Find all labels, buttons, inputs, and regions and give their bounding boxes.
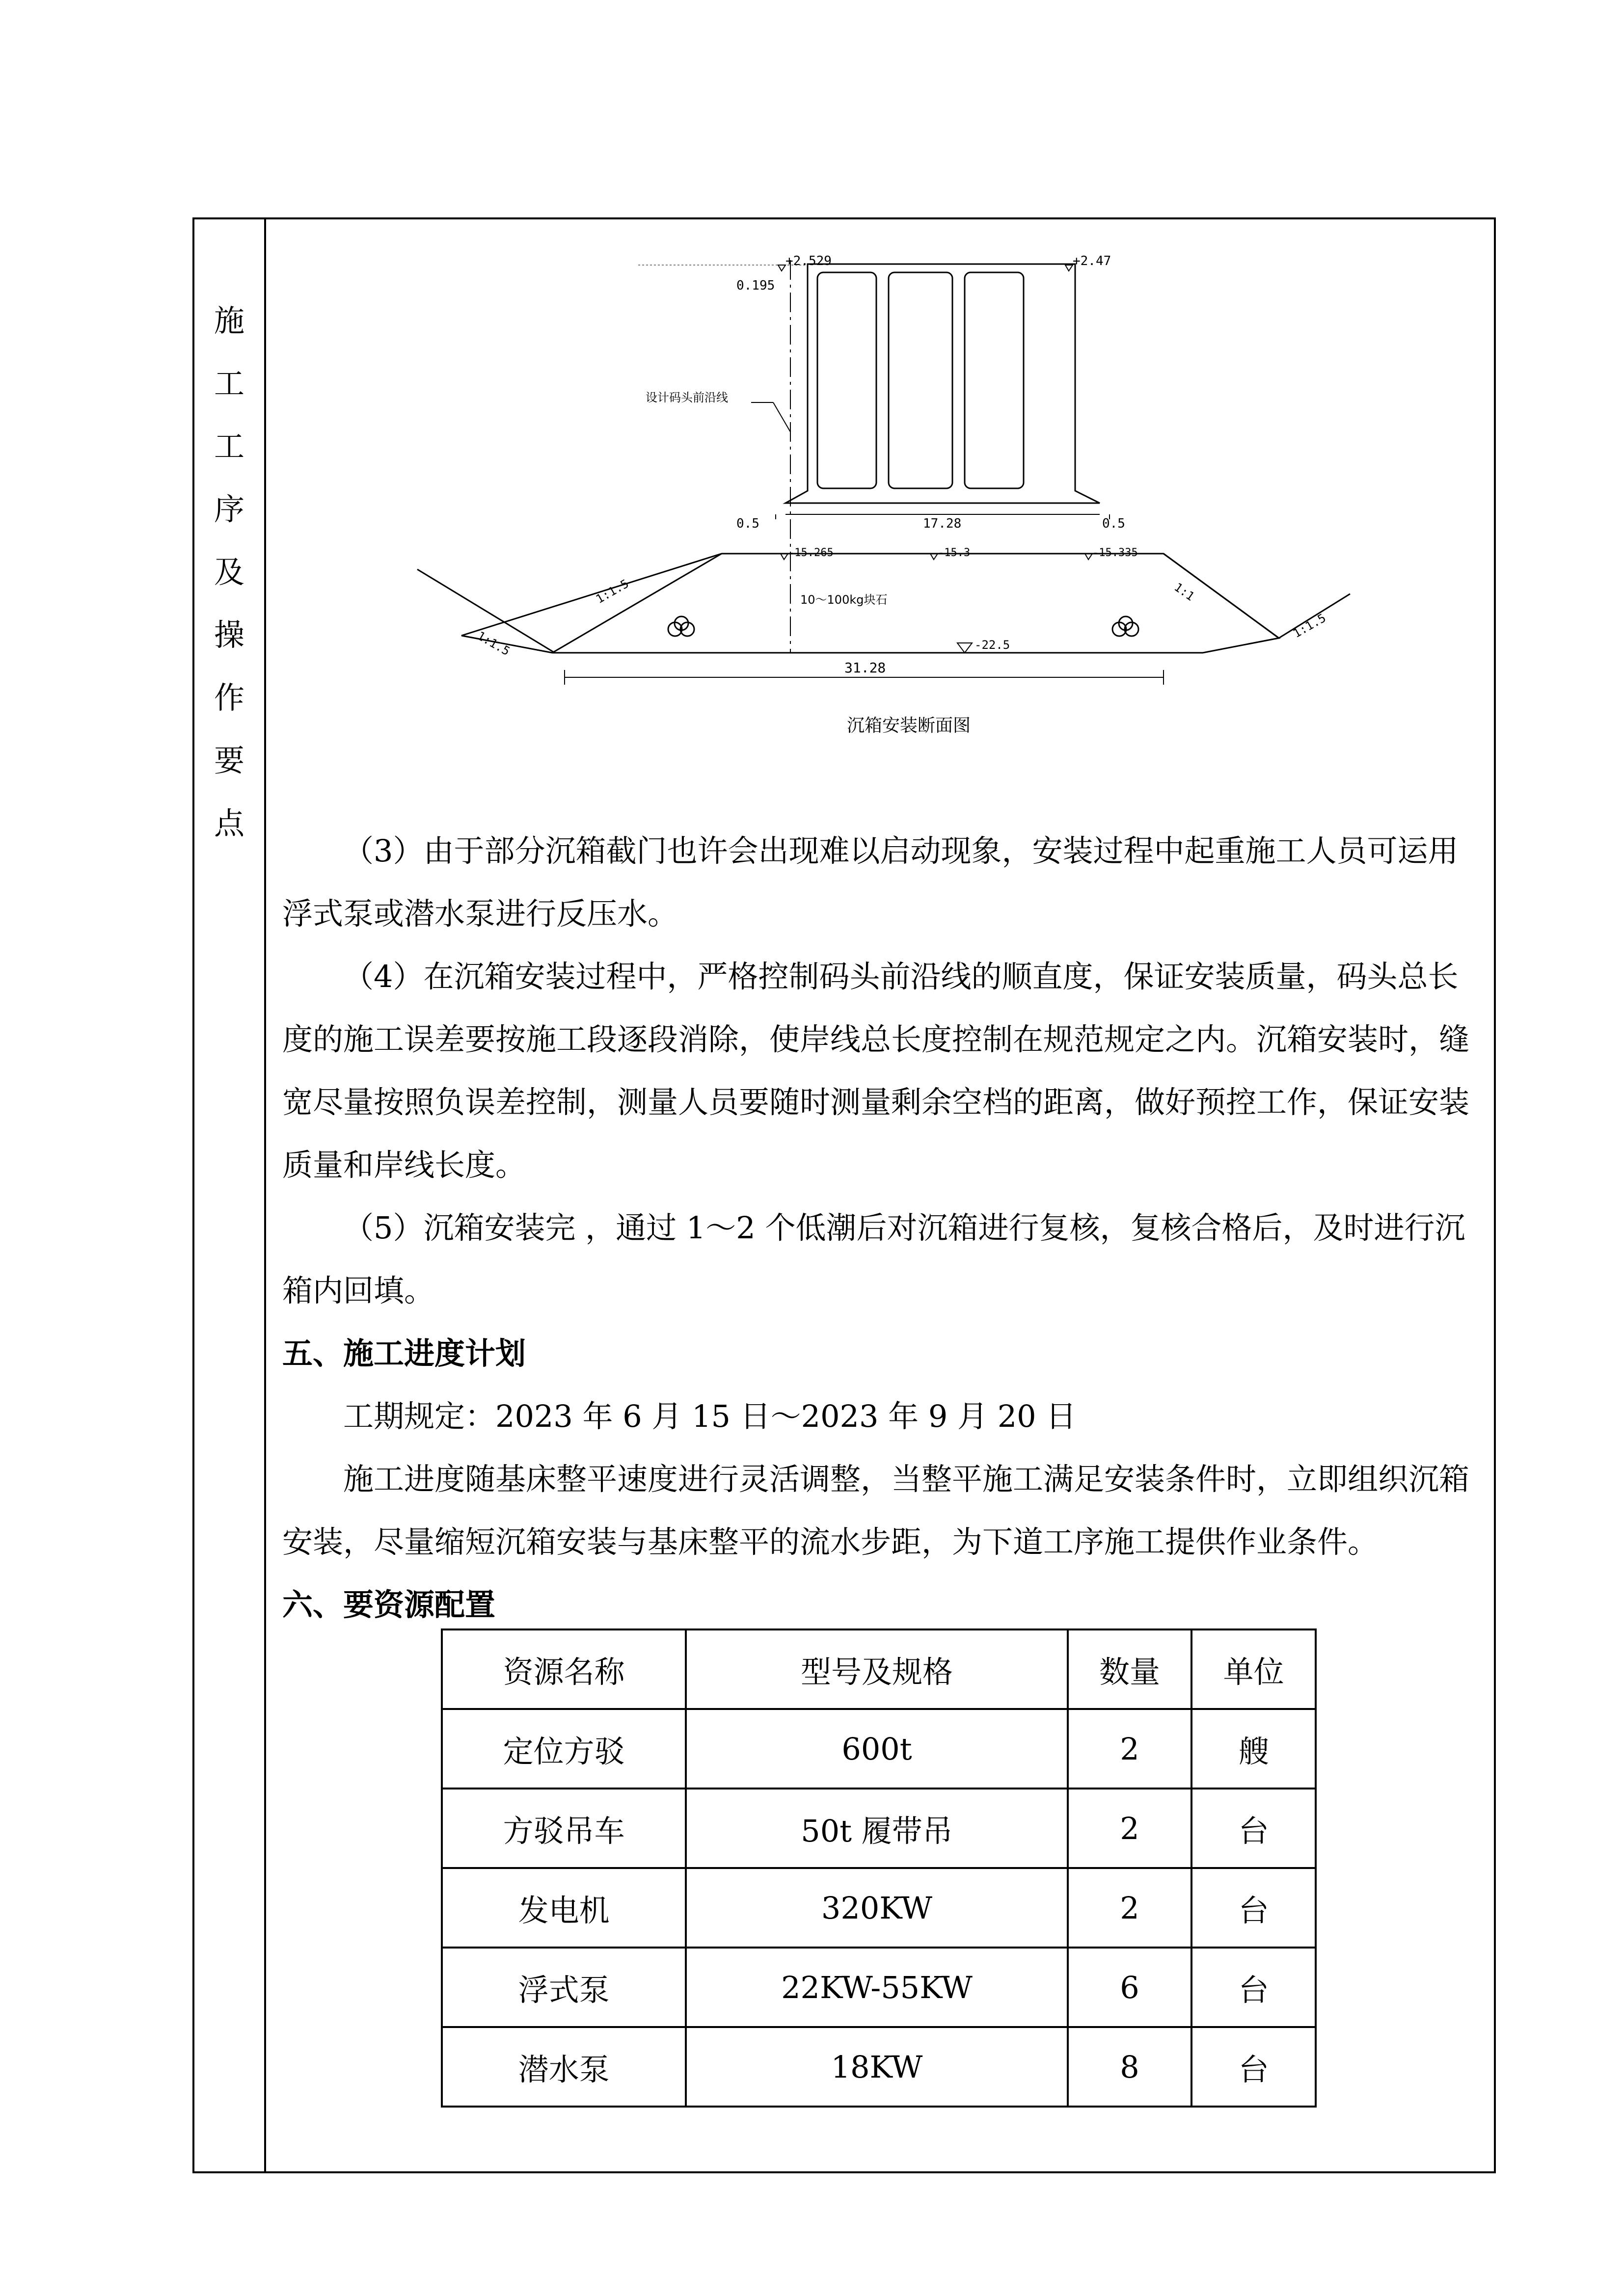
table-row bbox=[442, 1789, 1316, 1868]
table-cell: 600t bbox=[686, 1709, 1067, 1789]
table-cell: 潜水泵 bbox=[442, 2027, 686, 2107]
elev-top-right: +2.47 bbox=[1073, 254, 1111, 268]
table-cell: 台 bbox=[1191, 1868, 1316, 1948]
table-cell: 浮式泵 bbox=[442, 1948, 686, 2027]
offset-label: 0.195 bbox=[736, 278, 775, 293]
fill-label: 10～100kg块石 bbox=[800, 593, 888, 607]
side-label bbox=[192, 290, 266, 855]
table-row bbox=[442, 1948, 1316, 2027]
paragraph-4: （4）在沉箱安装过程中，严格控制码头前沿线的顺直度，保证安装质量，码头总长度的施工误差要按施工段逐段消除，使岸线总长度控制在规范规定之内。沉箱安装时，缝宽尽量按照负误差控制，测量人员要随时测量剩余空档的距离，做好预控工作，保证安装质量和岸线长度。 bbox=[282, 959, 1470, 1183]
table-cell: 22KW-55KW bbox=[686, 1948, 1067, 2027]
side-label-char: 及 bbox=[214, 554, 244, 590]
caisson-section-drawing bbox=[393, 245, 1328, 761]
table-cell: 50t 履带吊 bbox=[686, 1789, 1067, 1868]
side-label-char: 作 bbox=[214, 680, 244, 716]
table-cell: 18KW bbox=[686, 2027, 1067, 2107]
side-label-char: 工 bbox=[214, 366, 244, 401]
elev-top-left: +2.529 bbox=[785, 254, 832, 268]
table-cell: 8 bbox=[1068, 2027, 1192, 2107]
schedule-text: 施工进度随基床整平速度进行灵活调整，当整平施工满足安装条件时，立即组织沉箱安装，尽量缩短沉箱安装与基床整平的流水步距，为下道工序施工提供作业条件。 bbox=[282, 1461, 1470, 1560]
table-cell: 320KW bbox=[686, 1868, 1067, 1948]
drawing-caption: 沉箱安装断面图 bbox=[847, 716, 971, 736]
paragraph-5: （5）沉箱安装完 ，通过 1～2 个低潮后对沉箱进行复核，复核合格后，及时进行沉箱内回填。 bbox=[282, 1210, 1465, 1308]
slope-outer-right: 1:1.5 bbox=[1291, 611, 1328, 641]
resource-table bbox=[441, 1629, 1317, 2108]
elev-bottom: -22.5 bbox=[974, 638, 1010, 652]
side-label-char: 工 bbox=[214, 428, 244, 464]
side-label-char: 点 bbox=[214, 805, 244, 841]
table-cell: 2 bbox=[1068, 1868, 1192, 1948]
base-right-label: 0.5 bbox=[1102, 516, 1125, 531]
slope-outer-left: 1:1.5 bbox=[475, 628, 513, 659]
column-header: 数量 bbox=[1068, 1629, 1192, 1709]
table-cell: 定位方驳 bbox=[442, 1709, 686, 1789]
table-cell: 2 bbox=[1068, 1789, 1192, 1868]
table-header-row bbox=[442, 1629, 1316, 1709]
elev-right: -15.335 bbox=[1092, 547, 1138, 559]
schedule-period: 工期规定：2023 年 6 月 15 日～2023 年 9 月 20 日 bbox=[343, 1398, 1077, 1434]
table-row bbox=[442, 1709, 1316, 1789]
column-header: 单位 bbox=[1191, 1629, 1316, 1709]
elev-left: -15.265 bbox=[788, 547, 834, 559]
table-cell: 方驳吊车 bbox=[442, 1789, 686, 1868]
table-cell: 6 bbox=[1068, 1948, 1192, 2027]
table-row bbox=[442, 2027, 1316, 2107]
elev-mid: -15.3 bbox=[938, 547, 971, 559]
column-header: 资源名称 bbox=[442, 1629, 686, 1709]
side-label-char: 施 bbox=[214, 303, 244, 339]
side-label-char: 操 bbox=[214, 617, 244, 653]
slope-inner-right: 1:1 bbox=[1171, 580, 1197, 604]
bottom-width-label: 31.28 bbox=[844, 660, 886, 676]
front-line-label: 设计码头前沿线 bbox=[646, 391, 728, 404]
table-row bbox=[442, 1868, 1316, 1948]
content-text bbox=[282, 820, 1480, 1636]
base-width-label: 17.28 bbox=[923, 516, 962, 531]
paragraph-3: （3）由于部分沉箱截门也许会出现难以启动现象，安装过程中起重施工人员可运用浮式泵或潜水泵进行反压水。 bbox=[282, 833, 1459, 932]
table-cell: 2 bbox=[1068, 1709, 1192, 1789]
table-cell: 台 bbox=[1191, 1789, 1316, 1868]
column-header: 型号及规格 bbox=[686, 1629, 1067, 1709]
table-cell: 台 bbox=[1191, 1948, 1316, 2027]
table-cell: 台 bbox=[1191, 2027, 1316, 2107]
caisson-outline bbox=[785, 264, 1100, 503]
table-cell: 艘 bbox=[1191, 1709, 1316, 1789]
slope-inner-left: 1:1.5 bbox=[594, 576, 631, 607]
section-5-heading: 五、施工进度计划 bbox=[282, 1335, 526, 1371]
table-cell: 发电机 bbox=[442, 1868, 686, 1948]
side-label-char: 要 bbox=[214, 743, 244, 778]
base-left-label: 0.5 bbox=[736, 516, 759, 531]
side-label-char: 序 bbox=[214, 491, 244, 527]
section-6-heading: 六、要资源配置 bbox=[282, 1587, 496, 1623]
